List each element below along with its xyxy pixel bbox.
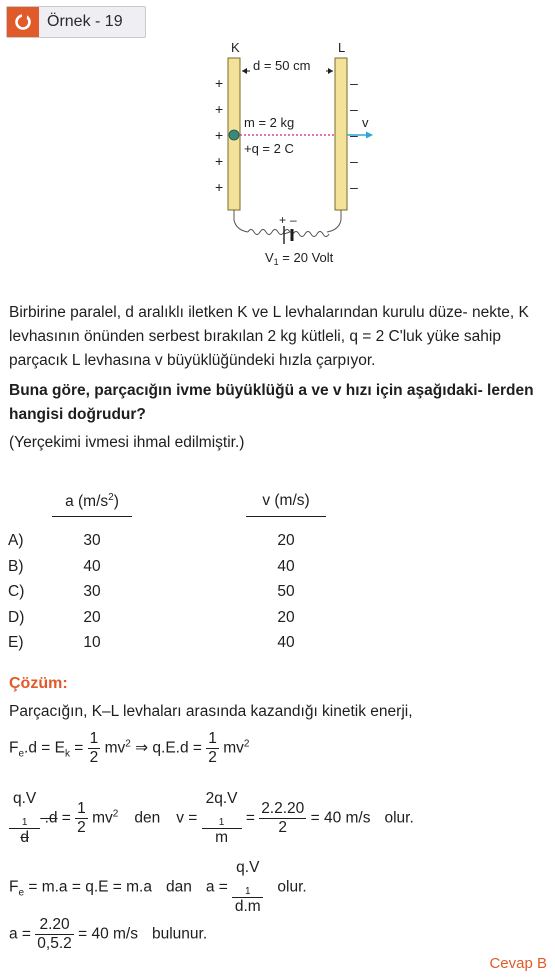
plate-k-label: K	[231, 40, 240, 55]
velocity-label: v	[362, 115, 369, 130]
problem-question: Buna göre, parçacığın ivme büyüklüğü a ve v hızı için aşağıdaki- lerden hangisi doğrudur?	[9, 382, 534, 423]
svg-text:–: –	[290, 213, 297, 227]
svg-text:+: +	[215, 127, 224, 143]
svg-text:–: –	[350, 75, 358, 91]
charged-particle	[229, 130, 239, 140]
equation-acceleration: $F_e = m.a = q.E = m.a$ dan a = q.V $_1$ d.m olur.	[9, 859, 307, 916]
capacitor-diagram	[190, 38, 390, 273]
plate-l-label: L	[338, 40, 346, 55]
svg-text:–: –	[350, 179, 358, 195]
svg-text:+: +	[215, 179, 224, 195]
plate-l	[335, 58, 347, 210]
example-icon	[7, 7, 39, 37]
voltage-label: $V_1 = 20$ Volt	[265, 250, 334, 267]
equation-acceleration-result: a = $\frac{2.20}{0,5.2}$ = 40 m/s bulunur.	[9, 916, 208, 952]
equation-work-energy: $F_e.d = E_k$ = $\frac{1}{2}$ $mv^2$ ⇒ q.E.d = $\frac{1}{2}$ $mv^2$	[9, 730, 250, 766]
solution-intro: Parçacığın, K–L levhaları arasında kazandığı kinetik enerji,	[9, 703, 413, 720]
problem-paragraph: Birbirine paralel, d aralıklı iletken K ve L levhalarından kurulu düze- nekte, K levhasının önünden serbest bırakılan 2 kg kütleli, q = 2 C'luk yüke sahip parçacık L levhasına v büyüklüğündeki hızla çarpıyor.	[9, 304, 529, 369]
svg-text:+: +	[215, 153, 224, 169]
mass-label: m = 2 kg	[244, 115, 295, 130]
example-header	[6, 6, 146, 38]
svg-text:–: –	[350, 101, 358, 117]
svg-text:+: +	[215, 101, 224, 117]
right-wire-coil	[293, 232, 329, 237]
answer-label: Cevap B	[489, 955, 547, 972]
svg-text:+: +	[215, 75, 224, 91]
equation-velocity: q.V $_1$ d .d = $\frac{1}{2}$ $mv^2$ den v = 2q.V $_1$ m = $\frac{2.2.20}{2}$ = 40 m/s olur.	[9, 790, 414, 847]
column-divider-a	[52, 516, 132, 517]
charge-label: +q = 2 C	[244, 141, 294, 156]
svg-text:–: –	[350, 153, 358, 169]
column-header-a: a $(m/s^2)$	[65, 492, 119, 511]
svg-text:–: –	[350, 127, 358, 143]
distance-label: d = 50 cm	[253, 58, 311, 73]
example-title: Örnek - 19	[47, 13, 123, 30]
svg-text:+: +	[279, 213, 287, 227]
column-header-v: v (m/s)	[262, 492, 310, 509]
column-divider-v	[246, 516, 326, 517]
solution-title: Çözüm:	[9, 675, 68, 692]
problem-note: (Yerçekimi ivmesi ihmal edilmiştir.)	[9, 434, 245, 451]
